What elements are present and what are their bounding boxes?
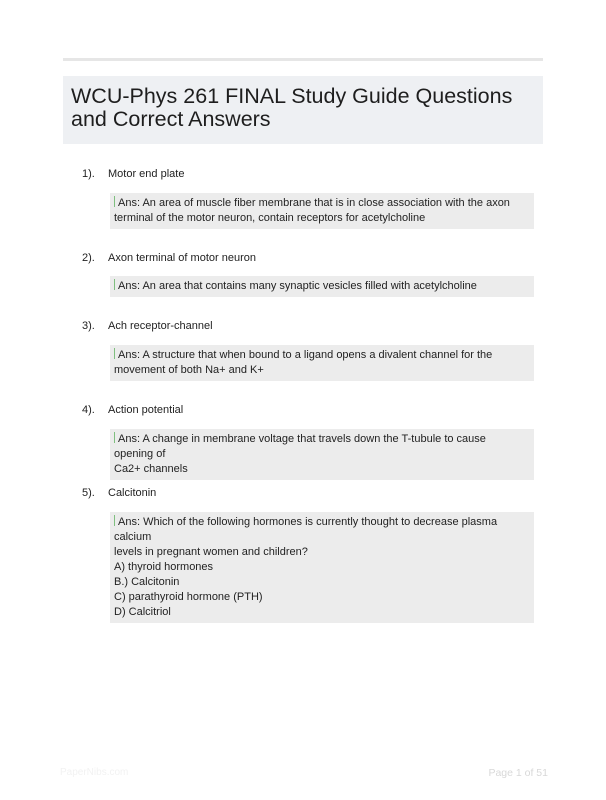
question-number: 5). [82, 487, 95, 499]
answer-box [110, 276, 534, 297]
answer-line: Ans: Which of the following hormones is currently thought to decrease plasma calcium [114, 516, 498, 543]
footer-watermark: PaperNibs.com [60, 767, 129, 778]
answer-option: B.) Calcitonin [114, 576, 180, 588]
question-term: Motor end plate [108, 168, 185, 180]
answer-line: Ans: A change in membrane voltage that travels down the T-tubule to cause opening of [114, 433, 486, 460]
answer-marker [114, 432, 115, 443]
answer-marker [114, 279, 115, 290]
question-number: 2). [82, 252, 95, 264]
answer-line: Ans: A structure that when bound to a ligand opens a divalent channel for the [114, 348, 528, 363]
answer-box [110, 429, 534, 480]
answer-option: D) Calcitriol [114, 606, 171, 618]
answer-line: movement of both Na+ and K+ [114, 364, 264, 376]
top-rule [63, 58, 543, 61]
question-number: 3). [82, 320, 95, 332]
answer-box [110, 345, 534, 381]
answer-line: levels in pregnant women and children? [114, 546, 308, 558]
question-term: Calcitonin [108, 487, 157, 499]
answer-marker [114, 348, 115, 359]
question-number: 4). [82, 404, 95, 416]
answer-box [110, 193, 534, 229]
answer-marker [114, 196, 115, 207]
answer-line: Ans: An area that contains many synaptic vesicles filled with acetylcholine [114, 279, 528, 294]
answer-line: terminal of the motor neuron, contain receptors for acetylcholine [114, 212, 426, 224]
answer-marker [114, 515, 115, 526]
answer-line: Ans: An area of muscle fiber membrane that is in close association with the axon [114, 196, 528, 211]
document-title: WCU-Phys 261 FINAL Study Guide Questions and Correct Answers [71, 84, 513, 131]
title-box [63, 76, 543, 144]
question-term: Ach receptor-channel [108, 320, 213, 332]
answer-box [110, 512, 534, 623]
answer-line: Ca2+ channels [114, 463, 188, 475]
question-term: Action potential [108, 404, 184, 416]
page-number: Page 1 of 51 [488, 767, 548, 779]
question-number: 1). [82, 168, 95, 180]
answer-option: C) parathyroid hormone (PTH) [114, 591, 263, 603]
answer-option: A) thyroid hormones [114, 561, 214, 573]
question-term: Axon terminal of motor neuron [108, 252, 256, 264]
